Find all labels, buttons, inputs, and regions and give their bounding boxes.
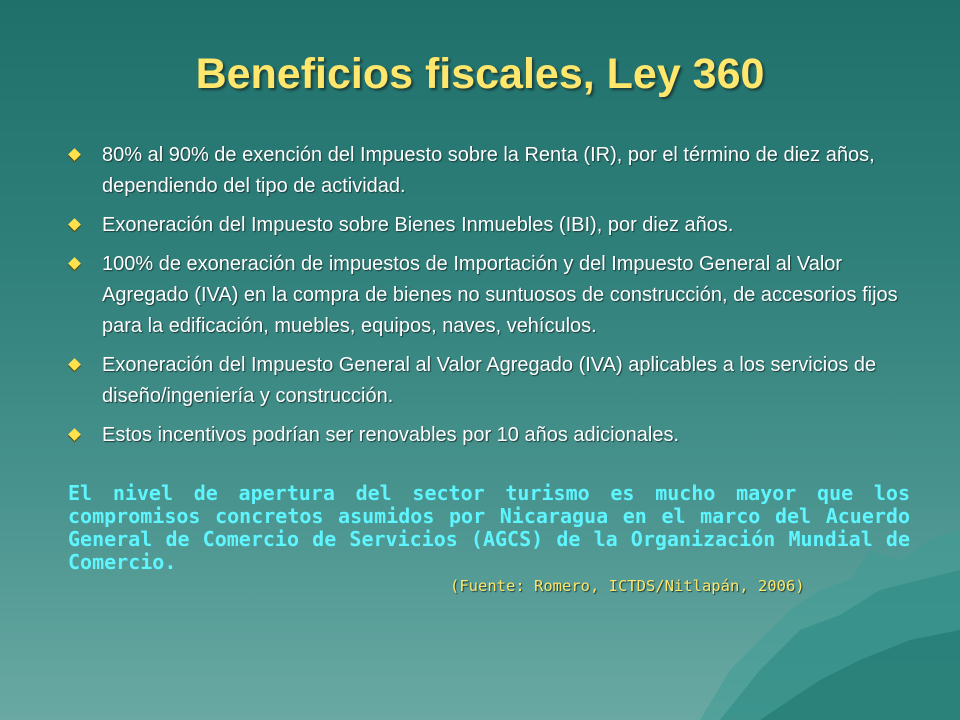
- diamond-bullet-icon: [68, 428, 81, 441]
- source-citation: (Fuente: Romero, ICTDS/Nitlapán, 2006): [450, 577, 805, 595]
- conclusion-note: [68, 482, 910, 574]
- diamond-bullet-icon: [68, 358, 81, 371]
- benefits-list: [66, 140, 926, 459]
- list-item: [66, 140, 926, 202]
- diamond-bullet-icon: [68, 257, 81, 270]
- slide-title: Beneficios fiscales, Ley 360: [195, 50, 765, 98]
- bullet-text: 80% al 90% de exención del Impuesto sobre la Renta (IR), por el término de diez años, dependiendo del tipo de actividad.: [102, 144, 875, 197]
- diamond-bullet-icon: [68, 218, 81, 231]
- list-item: [66, 210, 926, 241]
- bullet-text: 100% de exoneración de impuestos de Importación y del Impuesto General al Valor Agregado (IVA) en la compra de bienes no suntuosos de construcción, de accesorios fijos para la edificación, muebles, equipos, naves, vehículos.: [102, 253, 898, 337]
- list-item: [66, 420, 926, 451]
- list-item: [66, 249, 926, 342]
- list-item: [66, 350, 926, 412]
- diamond-bullet-icon: [68, 148, 81, 161]
- bullet-text: Estos incentivos podrían ser renovables por 10 años adicionales.: [102, 424, 680, 446]
- bullet-text: Exoneración del Impuesto sobre Bienes Inmuebles (IBI), por diez años.: [102, 214, 734, 236]
- note-lead: El: [68, 481, 113, 505]
- note-text: nivel de apertura del sector turismo es mucho mayor que los compromisos concretos asumidos por Nicaragua en el marco del Acuerdo General de Comercio de Servicios (AGCS) de la Organización Mundial de Comercio.: [68, 481, 911, 574]
- bullet-text: Exoneración del Impuesto General al Valor Agregado (IVA) aplicables a los servicios de diseño/ingeniería y construcción.: [102, 354, 877, 407]
